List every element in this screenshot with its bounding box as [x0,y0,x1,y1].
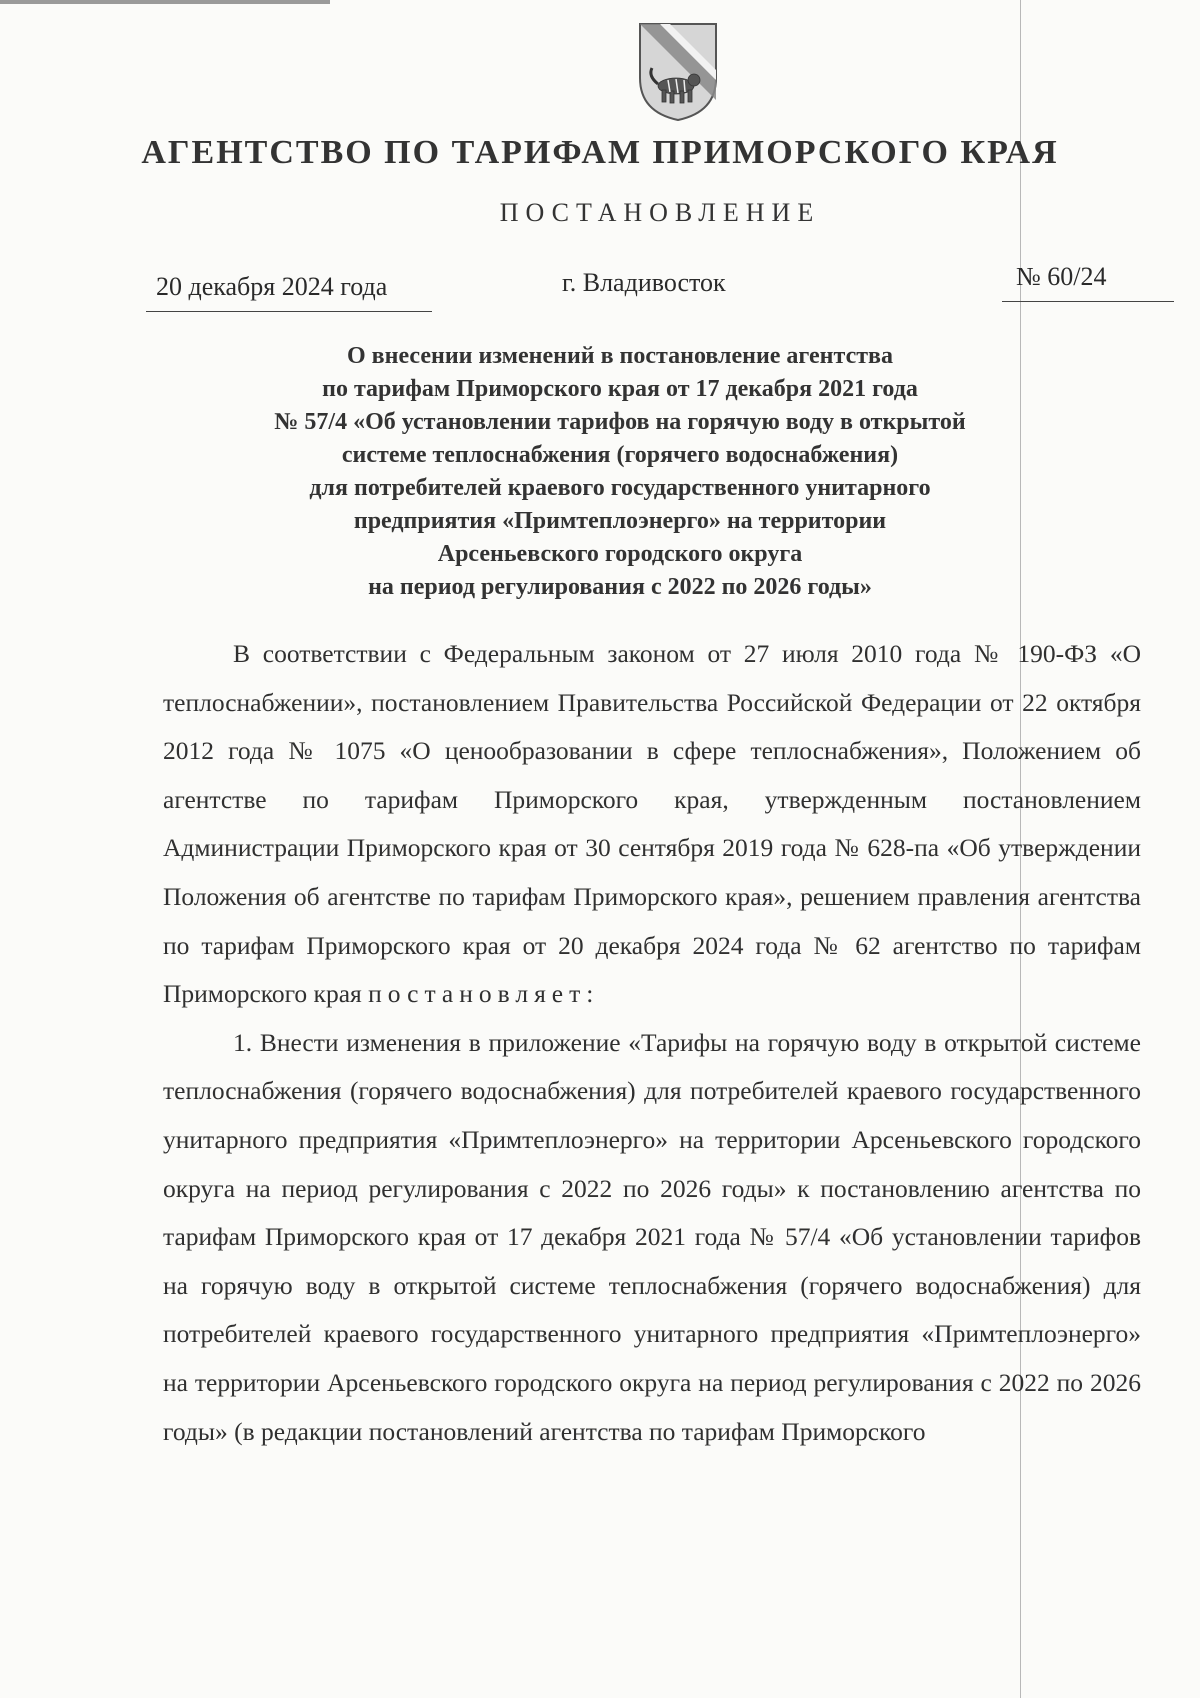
document-date: 20 декабря 2024 года [156,272,388,301]
title-line: Арсеньевского городского округа [437,541,803,567]
document-type: ПОСТАНОВЛЕНИЕ [499,198,821,227]
preamble-text: В соответствии с Федеральным законом от 27 июля 2010 года № 190-ФЗ «О теплоснабжении», постановлением Правительства Российской Федерации от 22 октября 2012 года № 1075 «О ценообразовании в сфере теплоснабжения», Положением об агентстве по тарифам Приморского края, утвержденным постановлением Администрации Приморского края от 30 сентября 2019 года № 628-па «Об утверждении Положения об агентстве по тарифам Приморского края», решением правления агентства по тарифам Приморского края от 20 декабря 2024 года № 62 агентство по тарифам Приморского края [163,639,1141,1009]
title-line: предприятия «Примтеплоэнерго» на территории [353,508,887,534]
title-line: на период регулирования с 2022 по 2026 годы» [368,574,872,600]
title-line: О внесении изменений в постановление агентства [347,343,893,369]
scan-artifact [0,0,330,4]
resolves-word: постановляет: [368,979,600,1009]
item-1-paragraph: 1. Внести изменения в приложение «Тарифы на горячую воду в открытой системе теплоснабжения (горячего водоснабжения) для потребителей краевого государственного унитарного предприятия «Примтеплоэнерго» на территории Арсеньевского городского округа на период регулирования с 2022 по 2026 годы» к постановлению агентства по тарифам Приморского края от 17 декабря 2021 года № 57/4 «Об установлении тарифов на горячую воду в открытой системе теплоснабжения (горячего водоснабжения) для потребителей краевого государственного унитарного предприятия «Примтеплоэнерго» на территории Арсеньевского городского округа на период регулирования с 2022 по 2026 годы» (в редакции постановлений агентства по тарифам Приморского [163,1027,1141,1446]
title-line: для потребителей краевого государственного унитарного [309,475,931,501]
title-line: по тарифам Приморского края от 17 декабря 2021 года [322,376,918,402]
title-line: системе теплоснабжения (горячего водоснабжения) [341,442,899,468]
title-line: № 57/4 «Об установлении тарифов на горячую воду в открытой [274,409,966,435]
agency-title: АГЕНТСТВО ПО ТАРИФАМ ПРИМОРСКОГО КРАЯ [141,134,1059,171]
coat-of-arms-icon [636,20,720,124]
date-underline [146,311,432,312]
document-city: г. Владивосток [562,268,726,297]
number-underline [1002,301,1174,302]
preamble-paragraph [163,630,1141,1019]
document-number: № 60/24 [1016,262,1107,291]
document-body [163,630,1141,1456]
document-title [180,340,1060,604]
